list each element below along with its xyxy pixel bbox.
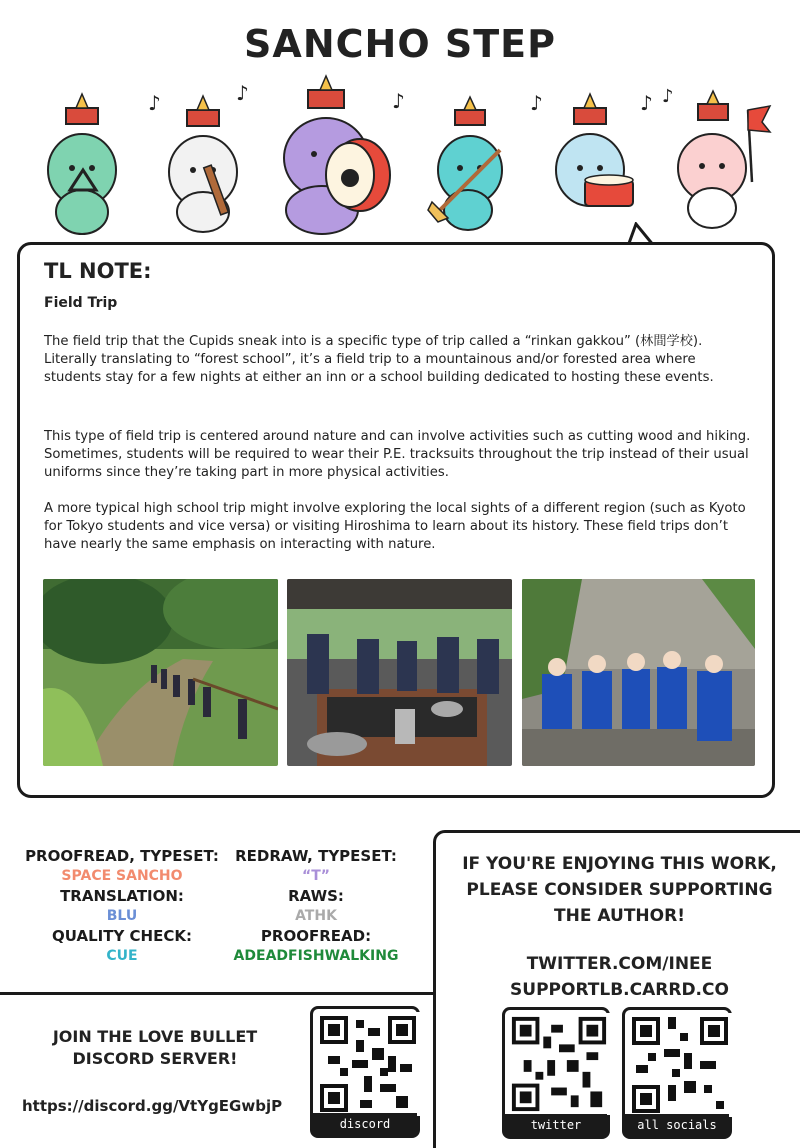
credits-section xyxy=(0,832,432,992)
tl-note-box xyxy=(17,242,775,798)
discord-line: JOIN THE LOVE BULLET xyxy=(52,1027,258,1046)
credit-name: BLU xyxy=(106,908,138,924)
credit-role: REDRAW, TYPESET: xyxy=(235,847,397,865)
all-socials-qr-code[interactable] xyxy=(622,1007,732,1139)
credit-proofread xyxy=(216,926,416,966)
support-line: THE AUTHOR! xyxy=(554,906,685,926)
carrd-link[interactable]: SUPPORTLB.CARRD.CO xyxy=(510,980,729,1000)
credit-name: ADEADFISHWALKING xyxy=(233,948,399,964)
credit-name: ATHK xyxy=(295,908,337,924)
support-links xyxy=(436,951,800,1003)
discord-line: DISCORD SERVER! xyxy=(72,1049,238,1068)
discord-invite-text xyxy=(30,1026,280,1070)
twitter-link[interactable]: TWITTER.COM/INEE xyxy=(526,954,713,974)
credit-quality-check xyxy=(22,926,222,966)
tl-note-paragraph: A more typical high school trip might involve exploring the local sights of a different region (such as Kyoto for Tokyo students and vice versa) or visiting Hiroshima to learn about its history. These field trips don’t have nearly the same emphasis on interacting with nature. xyxy=(44,501,746,552)
support-message xyxy=(436,851,800,929)
credit-role: RAWS: xyxy=(288,887,344,905)
discord-qr-code[interactable] xyxy=(310,1006,420,1138)
cat-flute-illustration xyxy=(169,96,237,232)
credit-translation xyxy=(22,886,222,926)
credit-role: QUALITY CHECK: xyxy=(52,927,192,945)
credit-role: PROOFREAD, TYPESET: xyxy=(25,847,219,865)
photo-hiking-trail xyxy=(43,579,278,766)
cat-broom-illustration xyxy=(428,97,502,230)
mascot-band xyxy=(0,70,800,240)
svg-text:♪: ♪ xyxy=(530,91,543,115)
support-line: IF YOU'RE ENJOYING THIS WORK, xyxy=(462,854,777,874)
tl-note-subheading: Field Trip xyxy=(44,295,118,311)
qr-icon xyxy=(316,1012,420,1116)
cat-triangle-illustration xyxy=(48,94,116,234)
credit-name: “T” xyxy=(302,868,330,884)
credit-raws xyxy=(216,886,416,926)
cat-snare-illustration xyxy=(556,94,633,206)
svg-text:♪: ♪ xyxy=(640,91,653,115)
qr-icon xyxy=(508,1013,610,1115)
tl-note-paragraph: This type of field trip is centered around nature and can involve activities such as cutting wood and hiking. Sometimes, students will be required to wear their P.E. tracksuits throughout the trip instead of their usual uniforms since they’re taking part in more physical activities. xyxy=(44,429,751,480)
credit-name: CUE xyxy=(106,948,138,964)
twitter-qr-code[interactable] xyxy=(502,1007,610,1139)
credit-proofread-typeset xyxy=(22,846,222,886)
credit-redraw-typeset xyxy=(216,846,416,886)
svg-text:♪: ♪ xyxy=(236,81,249,105)
svg-text:♪: ♪ xyxy=(662,86,674,107)
discord-link[interactable]: https://discord.gg/VtYgEGwbjP xyxy=(22,1097,283,1115)
cat-flag-illustration xyxy=(678,91,770,228)
qr-icon xyxy=(628,1013,732,1117)
svg-text:♪: ♪ xyxy=(392,89,405,113)
credit-role: TRANSLATION: xyxy=(60,887,184,905)
tl-note-heading: TL NOTE: xyxy=(44,259,152,283)
credit-role: PROOFREAD: xyxy=(260,927,372,945)
credit-name: SPACE SANCHO xyxy=(61,868,183,884)
support-panel xyxy=(433,830,800,1148)
photo-students-tracksuits xyxy=(522,579,755,766)
tl-note-paragraph: The field trip that the Cupids sneak into is a specific type of trip called a “rinkan gakkou” (林間学校). Literally translating to “forest school”, it’s a field trip to a mountainous and/or forested area where students stay for a few nights at either an inn or a school building dedicated to hosting these events. xyxy=(44,334,714,385)
qr-label: discord xyxy=(313,1113,417,1135)
page-title: SANCHO STEP xyxy=(244,22,556,66)
qr-label: twitter xyxy=(505,1114,607,1136)
qr-label: all socials xyxy=(625,1114,729,1136)
section-divider xyxy=(0,992,436,995)
cat-drum-illustration xyxy=(284,76,390,234)
support-line: PLEASE CONSIDER SUPPORTING xyxy=(466,880,773,900)
photo-outdoor-cooking xyxy=(287,579,512,766)
svg-text:♪: ♪ xyxy=(148,91,161,115)
